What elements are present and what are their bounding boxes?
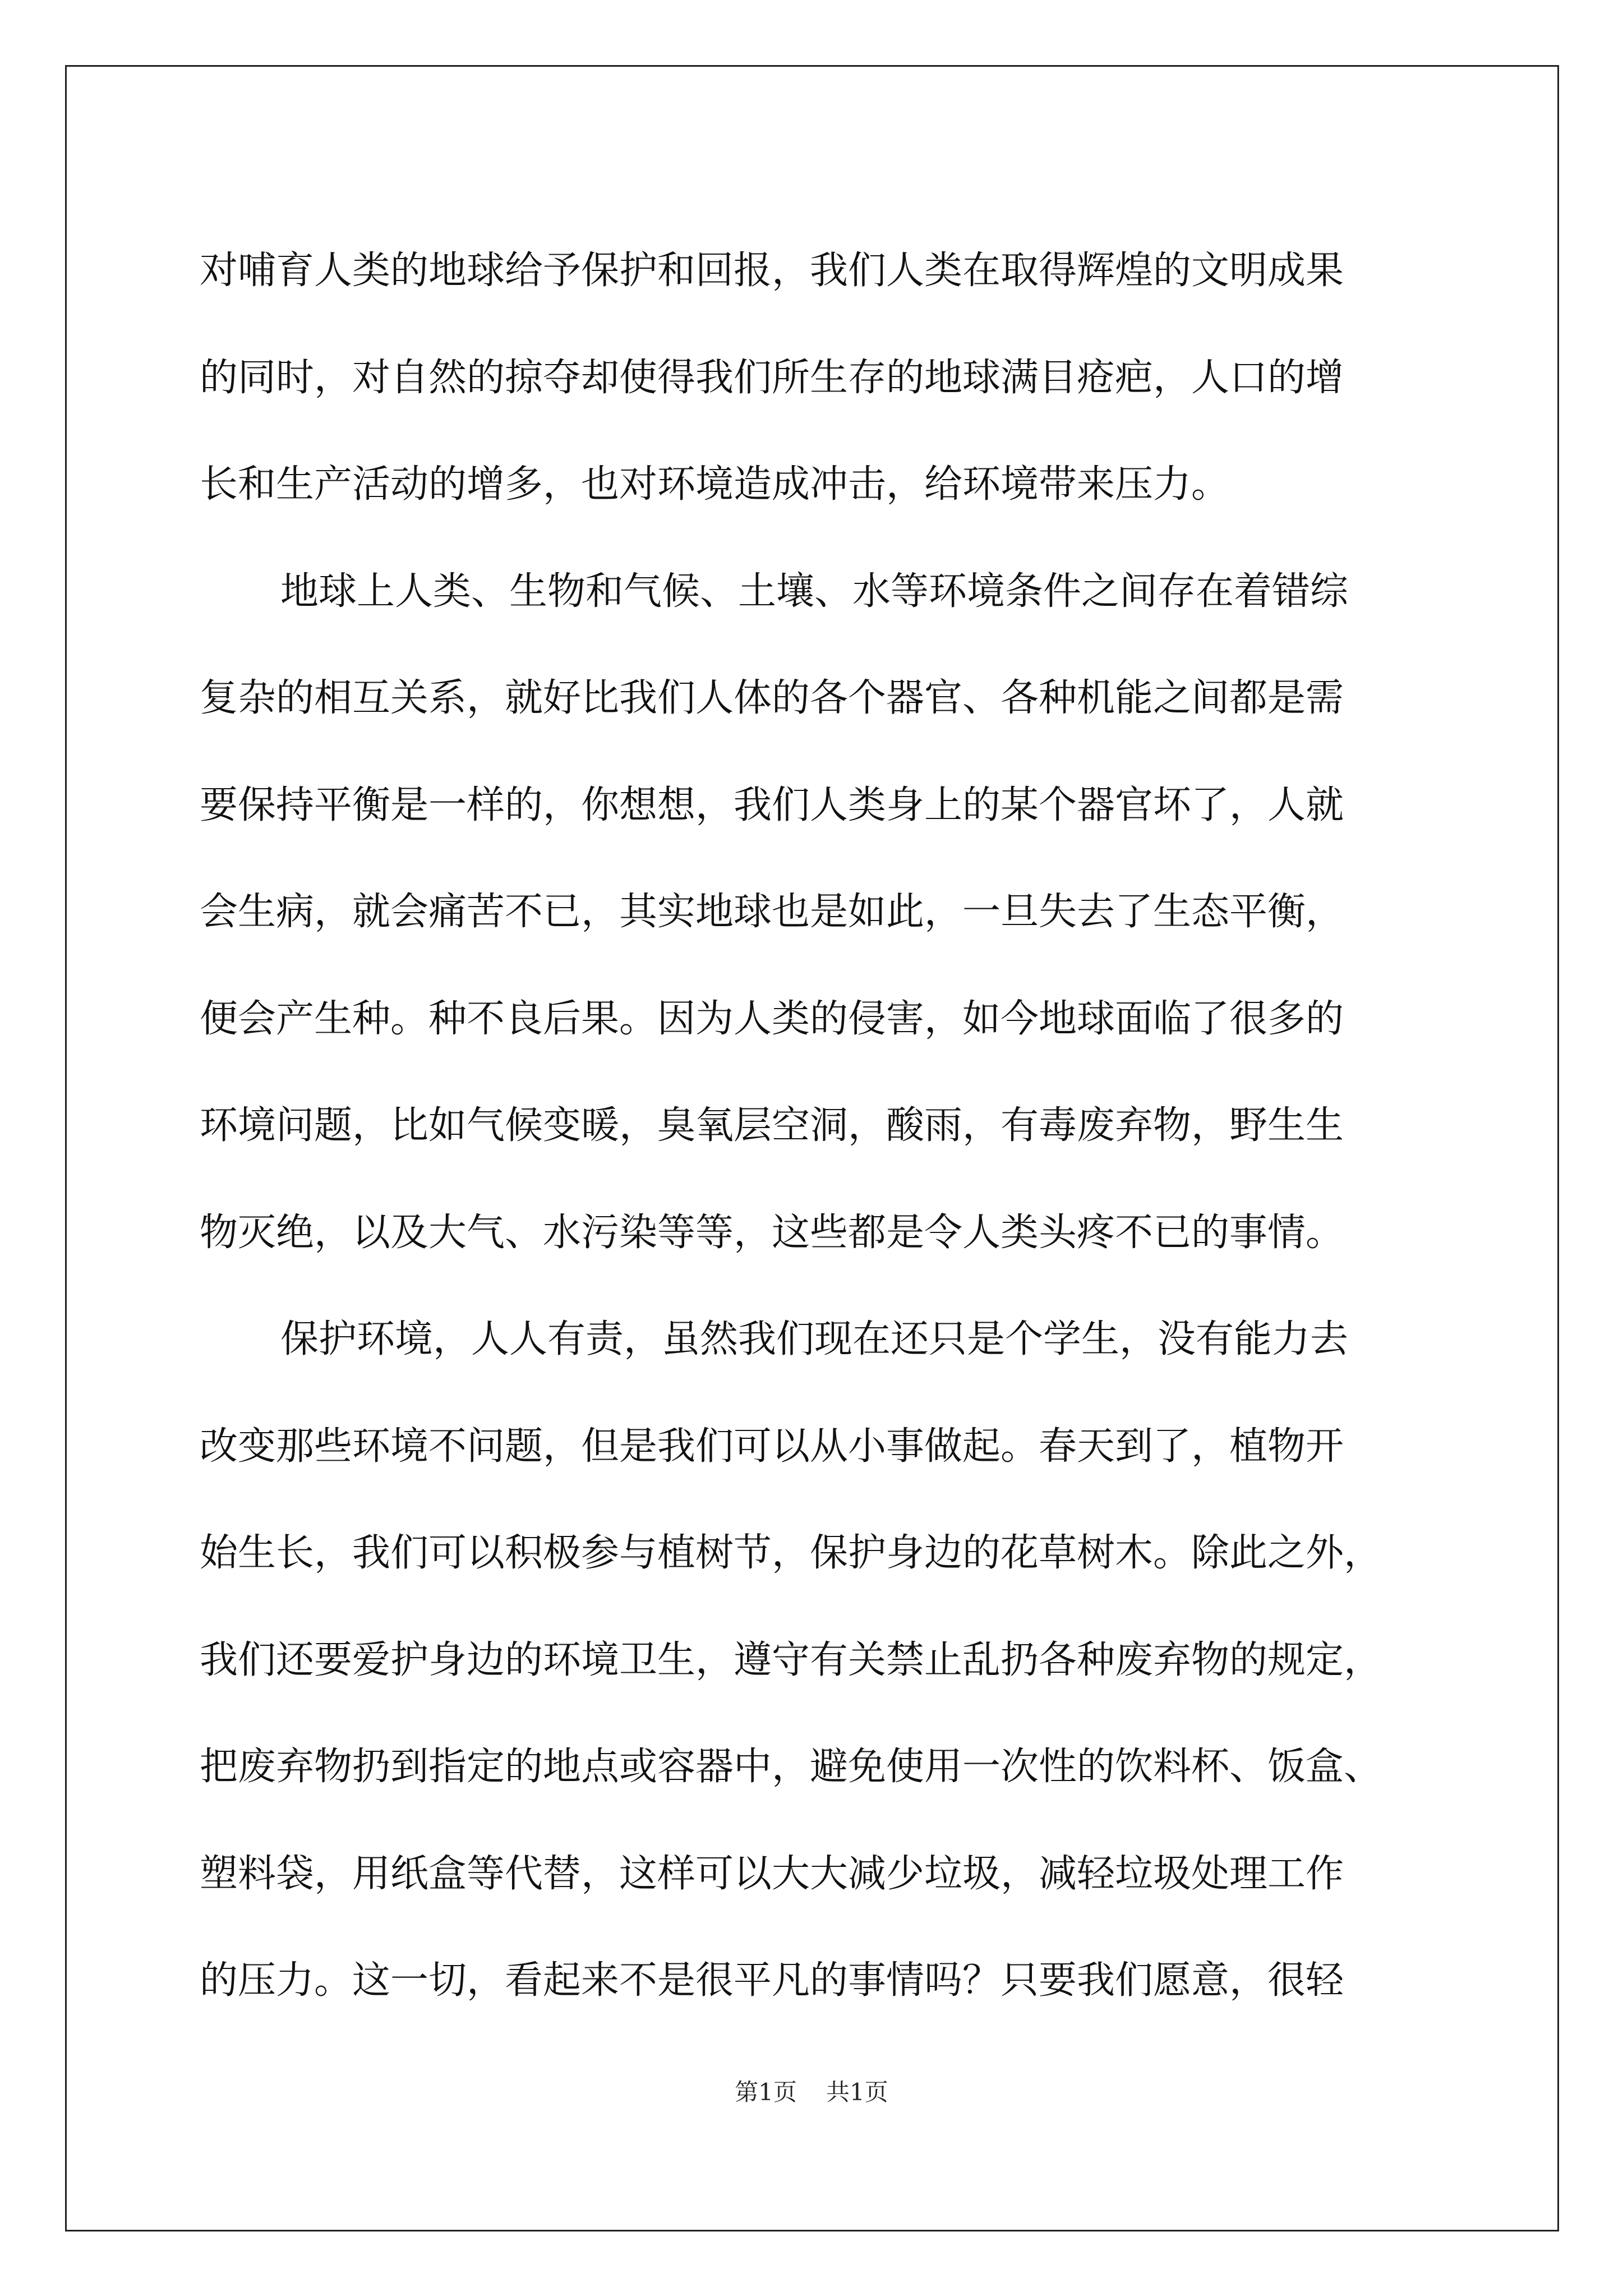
text-line: 始生长，我们可以积极参与植树节，保护身边的花草树木。除此之外， bbox=[200, 1531, 1382, 1575]
text-line: 环境问题，比如气候变暖，臭氧层空洞，酸雨，有毒废弃物，野生生 bbox=[200, 1103, 1344, 1148]
text-line: 改变那些环境不问题，但是我们可以从小事做起。春天到了，植物开 bbox=[200, 1424, 1344, 1469]
page-total: 共1页 bbox=[826, 2078, 888, 2106]
text-line: 长和生产活动的增多，也对环境造成冲击，给环境带来压力。 bbox=[200, 462, 1230, 507]
text-line: 物灭绝，以及大气、水污染等等，这些都是令人类头疼不已的事情。 bbox=[200, 1210, 1344, 1255]
document-body bbox=[200, 218, 1433, 2035]
page-footer bbox=[0, 2076, 1623, 2109]
text-line: 塑料袋，用纸盒等代替，这样可以大大减少垃圾，减轻垃圾处理工作 bbox=[200, 1851, 1344, 1896]
text-line: 地球上人类、生物和气候、土壤、水等环境条件之间存在着错综 bbox=[280, 569, 1349, 614]
text-line: 复杂的相互关系，就好比我们人体的各个器官、各种机能之间都是需 bbox=[200, 676, 1344, 720]
text-line: 会生病，就会痛苦不已，其实地球也是如此，一旦失去了生态平衡， bbox=[200, 890, 1344, 934]
text-line: 的同时，对自然的掠夺却使得我们所生存的地球满目疮疤，人口的增 bbox=[200, 355, 1344, 400]
text-line: 我们还要爱护身边的环境卫生，遵守有关禁止乱扔各种废弃物的规定， bbox=[200, 1637, 1382, 1682]
text-line: 的压力。这一切，看起来不是很平凡的事情吗？只要我们愿意，很轻 bbox=[200, 1958, 1344, 2003]
text-line: 对哺育人类的地球给予保护和回报，我们人类在取得辉煌的文明成果 bbox=[200, 249, 1344, 293]
text-line: 便会产生种。种不良后果。因为人类的侵害，如今地球面临了很多的 bbox=[200, 996, 1344, 1041]
page-number: 第1页 bbox=[735, 2078, 797, 2106]
text-line: 要保持平衡是一样的，你想想，我们人类身上的某个器官坏了，人就 bbox=[200, 783, 1344, 827]
text-line: 保护环境，人人有责，虽然我们现在还只是个学生，没有能力去 bbox=[280, 1317, 1349, 1361]
text-line: 把废弃物扔到指定的地点或容器中，避免使用一次性的饮料杯、饭盒、 bbox=[200, 1745, 1382, 1789]
